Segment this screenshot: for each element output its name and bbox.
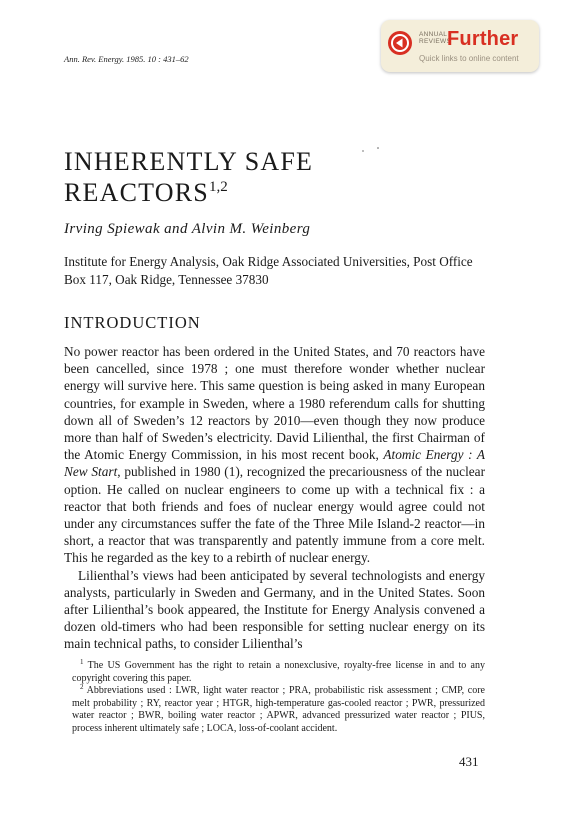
section-heading: INTRODUCTION <box>64 313 201 332</box>
further-subtitle: Quick links to online content <box>419 54 519 63</box>
paragraph-2: Lilienthal’s views had been anticipated by several technologists and energy analysts, particularly in Sweden and Germany, and in the United States. Soon after Lilienthal’s book appeared, the Institute for Energy Analysis convened a dozen old-timers who had been responsible for setting nuclear energy on its main technical paths, to consider Lilienthal’s <box>64 567 485 652</box>
footnote-1 <box>72 660 485 685</box>
paragraph-1-part-a: No power reactor has been ordered in the United States, and 70 reactors have been cancelled, since 1978 ; one must therefore wonder whether nuclear energy will survive here. This same question is being asked in many European countries, for example in Sweden, where a 1980 referendum calls for shutting down all of Sweden’s 12 reactors by 2010—even though they now produce more than half of Sweden’s electricity. David Lilienthal, the first Chairman of the Atomic Energy Commission, in his most recent book, <box>64 344 485 463</box>
further-banner[interactable] <box>381 20 539 72</box>
title-line-1: INHERENTLY SAFE <box>64 147 314 176</box>
paragraph-1-part-b: , published in 1980 (1), recognized the precariousness of the nuclear option. He called on nuclear engineers to come up with a technical fix : a reactor that both friends and foes of nuclear energy would agree could not under any circumstances suffer the fate of the Three Mile Island-2 reactor—in short, a reactor that was transparently and patently immune from a core melt. This he regarded as the key to a rebirth of nuclear energy. <box>64 464 485 566</box>
footnote-2-mark: 2 <box>80 683 84 691</box>
body-text <box>64 343 485 653</box>
page-number: 431 <box>459 754 479 769</box>
annual-reviews-text: ANNUAL REVIEWS <box>419 31 452 45</box>
scan-speck <box>362 150 364 152</box>
title-line-2: REACTORS <box>64 178 209 207</box>
footnote-2-text: Abbreviations used : LWR, light water reactor ; PRA, probabilistic risk assessment ; CMP, core melt probability ; RY, reactor year ; HTGR, high-temperature gas-cooled reactor ; PWR, pressurized water reactor ; BWR, boiling water reactor ; APWR, advanced pressurized water reactor ; PIUS, process inherent ultimately safe ; LOCA, loss-of-coolant accident. <box>72 685 485 734</box>
paragraph-1 <box>64 343 485 567</box>
scan-speck <box>377 147 379 149</box>
further-title: Further <box>447 28 519 50</box>
play-arrow-icon <box>388 31 412 55</box>
authors: Irving Spiewak and Alvin M. Weinberg <box>64 221 311 237</box>
footnote-1-mark: 1 <box>80 658 84 666</box>
footnote-2 <box>72 685 485 735</box>
footnote-1-text: The US Government has the right to retain a nonexclusive, royalty-free license in and to any copyright covering this paper. <box>72 660 485 684</box>
title-footnote-marks: 1,2 <box>208 179 228 195</box>
journal-reference: Ann. Rev. Energy. 1985. 10 : 431–62 <box>64 54 189 64</box>
footnotes <box>72 660 485 735</box>
book-title: Atomic Energy : A New Start <box>64 447 485 480</box>
article-title <box>64 146 313 208</box>
affiliation: Institute for Energy Analysis, Oak Ridge Associated Universities, Post Office Box 117, Oak Ridge, Tennessee 37830 <box>64 254 473 287</box>
